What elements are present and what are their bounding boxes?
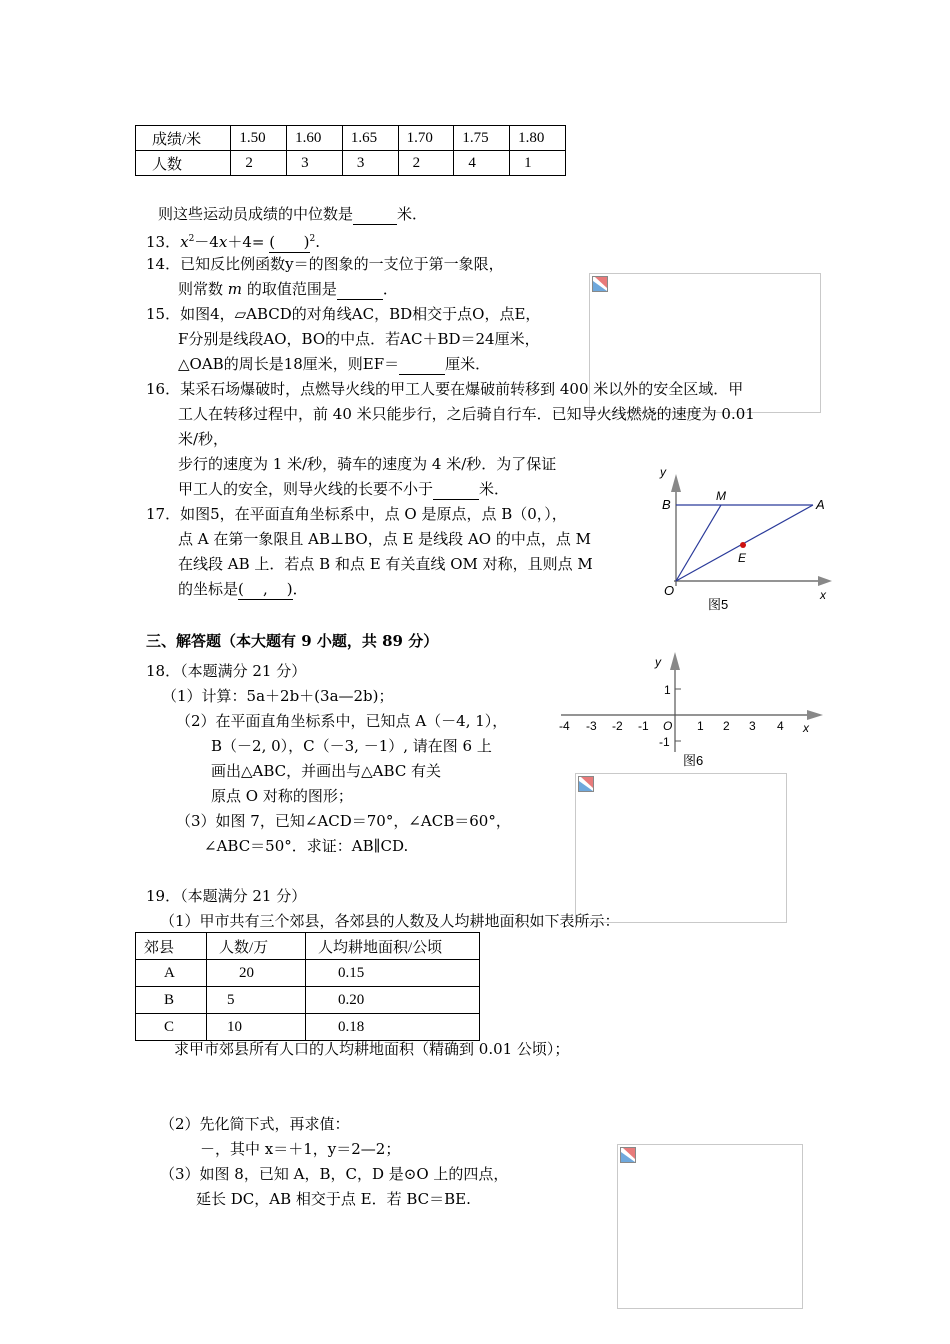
label-E: E [738, 551, 747, 565]
q17-end: ． [292, 580, 308, 598]
x-tick-label: 3 [749, 719, 756, 733]
x-tick-label: -4 [559, 719, 570, 733]
q14-line2 [178, 279, 398, 300]
table-cell: 0.15 [306, 960, 480, 987]
y-axis-arrow-icon [670, 652, 680, 670]
table-cell: 20 [207, 960, 306, 987]
x-tick-label: 2 [723, 719, 730, 733]
question-number: 17． [146, 505, 181, 523]
table-cell: C [136, 1014, 207, 1041]
q14-end: ． [382, 280, 398, 298]
q19-p2b: －，其中 x＝＋1，y＝2—2； [200, 1140, 401, 1158]
section-heading: 三、解答题（本大题有 9 小题，共 89 分） [146, 632, 439, 650]
y-tick-label: 1 [664, 683, 671, 697]
figure-8-placeholder [617, 1144, 803, 1309]
table-cell: 1.50 [231, 126, 287, 151]
answer-blank [399, 354, 445, 375]
answer-blank [337, 279, 383, 300]
label-x: x [803, 721, 809, 735]
table-cell: 4 [454, 151, 510, 176]
broken-image-icon [620, 1147, 636, 1163]
q13-part: －4 [194, 233, 219, 251]
q15-text: 厘米． [445, 355, 491, 373]
q18-head [146, 661, 306, 681]
q17-text: 的坐标是 [178, 580, 239, 598]
table-cell: B [136, 987, 207, 1014]
q15-line2: F分别是线段AO，BO的中点．若AC＋BD＝24厘米， [178, 330, 540, 348]
q13-end: . [315, 233, 321, 251]
table-cell: 2 [231, 151, 287, 176]
figure-caption: 图6 [683, 753, 704, 768]
q14-text: 则常数 [178, 280, 224, 298]
q14-text: 已知反比例函数y＝的图象的一支位于第一象限， [180, 255, 504, 273]
q14-line1 [146, 254, 504, 274]
q12-line [158, 204, 427, 225]
figure-caption: 图5 [708, 597, 729, 612]
table-cell: 1 [510, 151, 566, 176]
table-cell: 人均耕地面积/公顷 [306, 933, 480, 960]
table-row [136, 933, 480, 960]
table-cell: 人数 [136, 151, 231, 176]
q17-text: 如图5，在平面直角坐标系中，点 O 是原点，点 B（0，）， [180, 505, 567, 523]
q16-line2: 工人在转移过程中，前 40 米只能步行，之后骑自行车．已知导火线燃烧的速度为 0.01 [178, 405, 755, 423]
table-cell: 0.18 [306, 1014, 480, 1041]
q13-var: x [180, 233, 189, 251]
question-number: 13． [146, 233, 181, 251]
broken-image-icon [578, 776, 594, 792]
figure-6 [555, 648, 830, 768]
point-E [740, 542, 746, 548]
q18-p3a: （3）如图 7，已知∠ACD＝70°，∠ACB＝60°， [176, 812, 511, 830]
x-tick-label: 1 [697, 719, 704, 733]
table-cell: 人数/万 [207, 933, 306, 960]
q16-text: 某采石场爆破时，点燃导火线的甲工人要在爆破前转移到 400 米以外的安全区域．甲 [180, 380, 744, 398]
q15-line3 [178, 354, 490, 375]
answer-blank [353, 204, 397, 225]
q16-line1 [146, 379, 743, 399]
q15-text: △OAB的周长是18厘米，则EF＝ [178, 355, 400, 373]
q13-part: ＋4= [227, 233, 270, 251]
table-cell: 1.70 [398, 126, 454, 151]
table-row [136, 1014, 480, 1041]
segment-OM [676, 505, 721, 581]
figure-7-placeholder [575, 773, 787, 923]
table-row [136, 960, 480, 987]
label-O: O [663, 719, 673, 733]
x-tick-label: -3 [586, 719, 597, 733]
table-cell: 10 [207, 1014, 306, 1041]
q18-p1: （1）计算：5a＋2b＋(3a—2b)； [162, 687, 394, 705]
q16-line5 [178, 479, 509, 500]
q13: 13．$x^2-4x+4=$ ( )$^2$. [146, 233, 321, 251]
question-number: 19． [146, 887, 181, 905]
answer-blank [433, 479, 479, 500]
q17-line2: 点 A 在第一象限且 AB⊥BO，点 E 是线段 AO 的中点，点 M [178, 530, 591, 548]
x-tick-label: -2 [612, 719, 623, 733]
table-cell: A [136, 960, 207, 987]
q19-head [146, 886, 306, 906]
q18-p2b: B（－2, 0），C（－3, －1）, 请在图 6 上 [211, 737, 492, 755]
broken-image-icon [592, 276, 608, 292]
table-cell: 5 [207, 987, 306, 1014]
table-cell: 1.75 [454, 126, 510, 151]
q17-line3: 在线段 AB 上．若点 B 和点 E 有关直线 OM 对称，且则点 M [178, 555, 593, 573]
q15-line1 [146, 304, 540, 324]
q19-p1: （1）甲市共有三个郊县，各郊县的人数及人均耕地面积如下表所示： [160, 912, 620, 930]
q16-text: 米． [479, 480, 510, 498]
q18-p2d: 原点 O 对称的图形； [211, 787, 353, 805]
x-tick-label: 4 [777, 719, 784, 733]
q19-p2a: （2）先化简下式，再求值： [160, 1115, 350, 1133]
q19-p1b: 求甲市郊县所有人口的人均耕地面积（精确到 0.01 公顷）； [174, 1040, 570, 1058]
q12-text: 则这些运动员成绩的中位数是 [158, 205, 354, 223]
q18-score: （本题满分 21 分） [180, 662, 307, 680]
answer-blank: ( ) [269, 233, 310, 251]
q17-line4 [178, 579, 308, 600]
x-axis-arrow-icon [807, 710, 823, 720]
label-x: x [820, 588, 826, 602]
q15-text: 如图4，▱ABCD的对角线AC，BD相交于点O，点E， [180, 305, 541, 323]
question-number: 18． [146, 662, 181, 680]
q16-text: 甲工人的安全，则导火线的长要不小于 [178, 480, 434, 498]
question-number: 15． [146, 305, 181, 323]
q14-text: 的取值范围是 [246, 280, 337, 298]
table-cell: 1.65 [342, 126, 398, 151]
label-y: y [655, 655, 661, 669]
table-cell: 1.60 [287, 126, 343, 151]
table-cell: 0.20 [306, 987, 480, 1014]
q18-p2a: （2）在平面直角坐标系中，已知点 A（－4, 1）， [176, 712, 508, 730]
q16-line4: 步行的速度为 1 米/秒，骑车的速度为 4 米/秒．为了保证 [178, 455, 557, 473]
x-tick-label: -1 [638, 719, 649, 733]
scores-table [135, 125, 566, 176]
table-cell: 1.80 [510, 126, 566, 151]
q18-p3b: ∠ABC＝50°．求证：AB∥CD. [204, 837, 409, 855]
label-A: A [816, 497, 825, 512]
table-cell: 3 [342, 151, 398, 176]
label-M: M [716, 489, 726, 503]
q17-line1 [146, 504, 567, 524]
q19-p3a: （3）如图 8，已知 A，B，C，D 是⊙O 上的四点， [160, 1165, 509, 1183]
q13-var: x [218, 233, 228, 251]
y-tick-label: -1 [659, 735, 670, 749]
table-row [136, 151, 566, 176]
label-O: O [664, 583, 675, 598]
table-cell: 2 [398, 151, 454, 176]
x-axis-arrow-icon [818, 576, 832, 586]
y-axis-arrow-icon [671, 474, 681, 492]
figure-5 [650, 462, 840, 612]
table-row [136, 987, 480, 1014]
county-table [135, 932, 480, 1041]
q19-p3b: 延长 DC，AB 相交于点 E．若 BC＝BE. [196, 1190, 471, 1208]
q18-p2c: 画出△ABC，并画出与△ABC 有关 [211, 762, 442, 780]
table-cell: 郊县 [136, 933, 207, 960]
answer-blank: ( , ) [238, 580, 293, 598]
label-B: B [662, 497, 671, 512]
q14-var: m [227, 280, 243, 298]
label-y: y [660, 465, 666, 479]
q16-line3: 米/秒， [178, 430, 229, 448]
table-cell: 3 [287, 151, 343, 176]
q13-sup: 2 [309, 234, 316, 244]
question-number: 14． [146, 255, 181, 273]
q12-end: 米． [397, 205, 428, 223]
question-number: 16． [146, 380, 181, 398]
table-row [136, 126, 566, 151]
table-cell: 成绩/米 [136, 126, 231, 151]
q19-score: （本题满分 21 分） [180, 887, 307, 905]
